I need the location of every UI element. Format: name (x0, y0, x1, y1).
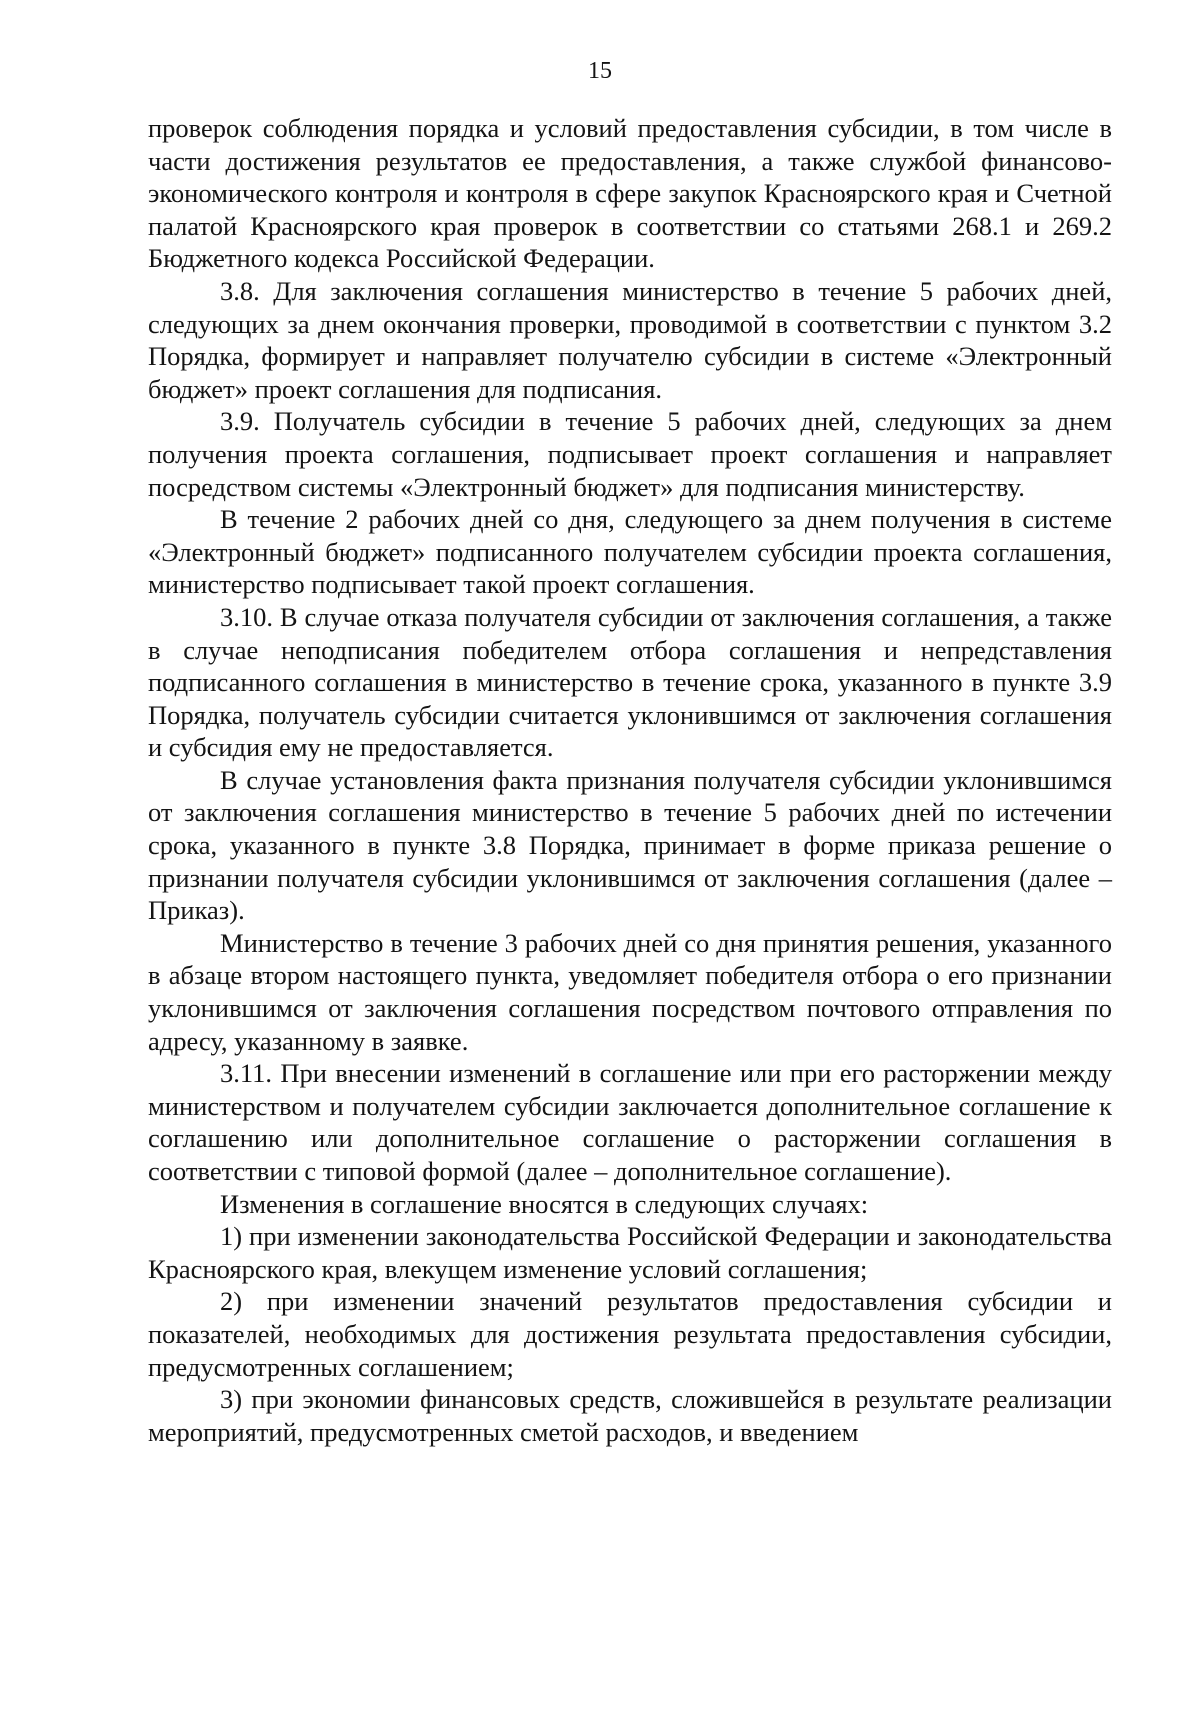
paragraph-3-9: 3.9. Получатель субсидии в течение 5 рабочих дней, следующих за днем получения проекта соглашения, подписывает проект соглашения и направляет посредством системы «Электронный бюджет» для подписания министерству. (148, 406, 1112, 502)
list-item-3: 3) при экономии финансовых средств, сложившейся в результате реализации мероприятий, предусмотренных сметой расходов, и введением (148, 1384, 1112, 1447)
paragraph-3-9-second: В течение 2 рабочих дней со дня, следующего за днем получения в системе «Электронный бюджет» подписанного получателем субсидии проекта соглашения, министерство подписывает такой проект соглашения. (148, 504, 1112, 600)
paragraph-3-10-third: Министерство в течение 3 рабочих дней со дня принятия решения, указанного в абзаце втором настоящего пункта, уведомляет победителя отбора о его признании уклонившимся от заключения соглашения посредством почтового отправления по адресу, указанному в заявке. (148, 927, 1112, 1056)
paragraph-continuation: проверок соблюдения порядка и условий предоставления субсидии, в том числе в части достижения результатов ее предоставления, а также службой финансово-экономического контроля и контроля в сфере закупок Красноярского края и Счетной палатой Красноярского края проверок в соответствии со статьями 268.1 и 269.2 Бюджетного кодекса Российской Федерации. (148, 113, 1112, 274)
page-number: 15 (588, 58, 612, 84)
paragraph-3-11: 3.11. При внесении изменений в соглашение или при его расторжении между министерством и получателем субсидии заключается дополнительное соглашение к соглашению или дополнительное соглашение о расторжении соглашения в соответствии с типовой формой (далее – дополнительное соглашение). (148, 1058, 1112, 1186)
paragraph-changes-intro: Изменения в соглашение вносятся в следующих случаях: (220, 1188, 869, 1219)
document-body (148, 112, 1112, 1448)
list-item-1: 1) при изменении законодательства Российской Федерации и законодательства Красноярского края, влекущем изменение условий соглашения; (148, 1221, 1112, 1284)
paragraph-3-10: 3.10. В случае отказа получателя субсидии от заключения соглашения, а также в случае неподписания победителем отбора соглашения и непредставления подписанного соглашения в министерство в течение срока, указанного в пункте 3.9 Порядка, получатель субсидии считается уклонившимся от заключения соглашения и субсидия ему не предоставляется. (148, 601, 1112, 763)
paragraph-3-8: 3.8. Для заключения соглашения министерство в течение 5 рабочих дней, следующих за днем окончания проверки, проводимой в соответствии с пунктом 3.2 Порядка, формирует и направляет получателю субсидии в системе «Электронный бюджет» проект соглашения для подписания. (148, 275, 1112, 404)
list-item-2: 2) при изменении значений результатов предоставления субсидии и показателей, необходимых для достижения результата предоставления субсидии, предусмотренных соглашением; (148, 1286, 1112, 1382)
paragraph-3-10-second: В случае установления факта признания получателя субсидии уклонившимся от заключения соглашения министерство в течение 5 рабочих дней по истечении срока, указанного в пункте 3.8 Порядка, принимает в форме приказа решение о признании получателя субсидии уклонившимся от заключения соглашения (далее – Приказ). (148, 764, 1112, 926)
